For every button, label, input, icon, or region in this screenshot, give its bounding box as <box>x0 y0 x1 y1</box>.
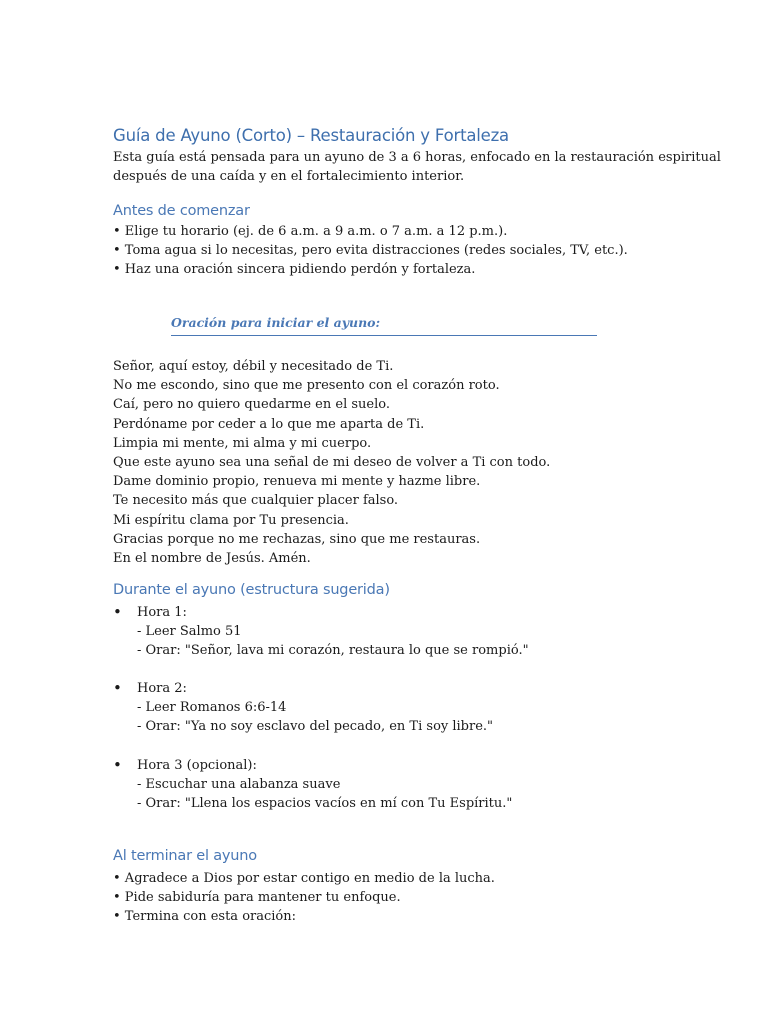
prayer-line: No me escondo, sino que me presento con el corazón roto. <box>113 378 500 394</box>
hour-item <box>113 603 529 661</box>
prayer-line: Te necesito más que cualquier placer falso. <box>113 493 399 509</box>
bullet-icon: • <box>113 603 122 621</box>
section-heading-before: Antes de comenzar <box>113 203 250 219</box>
intro-line: Esta guía está pensada para un ayuno de 3 a 6 horas, enfocado en la restauración espiritual <box>113 150 721 165</box>
hour-line: - Orar: "Ya no soy esclavo del pecado, en Ti soy libre." <box>137 719 494 735</box>
intro-line: después de una caída y en el fortalecimiento interior. <box>113 169 465 185</box>
hour-item <box>113 679 493 737</box>
hour-label: Hora 2: <box>137 681 187 696</box>
hour-line: - Orar: "Señor, lava mi corazón, restaura lo que se rompió." <box>137 643 529 659</box>
hour-line: - Leer Romanos 6:6-14 <box>137 700 287 716</box>
list-item: • Elige tu horario (ej. de 6 a.m. a 9 a.m. o 7 a.m. a 12 p.m.). <box>113 224 508 239</box>
list-item: • Termina con esta oración: <box>113 909 297 925</box>
hour-line: - Leer Salmo 51 <box>137 624 242 640</box>
bullet-icon: • <box>113 679 122 697</box>
prayer-line: Caí, pero no quiero quedarme en el suelo. <box>113 397 390 413</box>
bullet-icon: • <box>113 756 122 774</box>
list-item: • Agradece a Dios por estar contigo en medio de la lucha. <box>113 871 495 886</box>
hour-item <box>113 756 512 814</box>
hour-line: - Orar: "Llena los espacios vacíos en mí con Tu Espíritu." <box>137 796 513 812</box>
prayer-line: Perdóname por ceder a lo que me aparta de Ti. <box>113 416 425 432</box>
prayer-line: Mi espíritu clama por Tu presencia. <box>113 512 349 528</box>
prayer-line: Dame dominio propio, renueva mi mente y hazme libre. <box>113 474 481 490</box>
after-list <box>113 869 495 927</box>
prayer-heading-block <box>171 315 597 336</box>
hour-label: Hora 1: <box>137 605 187 620</box>
prayer-line: Señor, aquí estoy, débil y necesitado de Ti. <box>113 359 394 374</box>
prayer-line: Gracias porque no me rechazas, sino que me restauras. <box>113 531 481 547</box>
before-list <box>113 222 628 280</box>
section-heading-during: Durante el ayuno (estructura sugerida) <box>113 582 390 598</box>
prayer-text <box>113 357 550 568</box>
prayer-heading: Oración para iniciar el ayuno: <box>171 315 381 330</box>
hour-line: - Escuchar una alabanza suave <box>137 777 341 793</box>
prayer-line: Que este ayuno sea una señal de mi deseo de volver a Ti con todo. <box>113 455 551 471</box>
intro-paragraph <box>113 148 721 186</box>
hour-label: Hora 3 (opcional): <box>137 758 257 773</box>
prayer-line: En el nombre de Jesús. Amén. <box>113 551 311 567</box>
list-item: • Toma agua si lo necesitas, pero evita distracciones (redes sociales, TV, etc.). <box>113 243 628 259</box>
section-heading-after: Al terminar el ayuno <box>113 848 257 864</box>
list-item: • Pide sabiduría para mantener tu enfoque. <box>113 890 401 906</box>
list-item: • Haz una oración sincera pidiendo perdón y fortaleza. <box>113 262 476 278</box>
prayer-line: Limpia mi mente, mi alma y mi cuerpo. <box>113 435 372 451</box>
page-title: Guía de Ayuno (Corto) – Restauración y Fortaleza <box>113 126 509 145</box>
